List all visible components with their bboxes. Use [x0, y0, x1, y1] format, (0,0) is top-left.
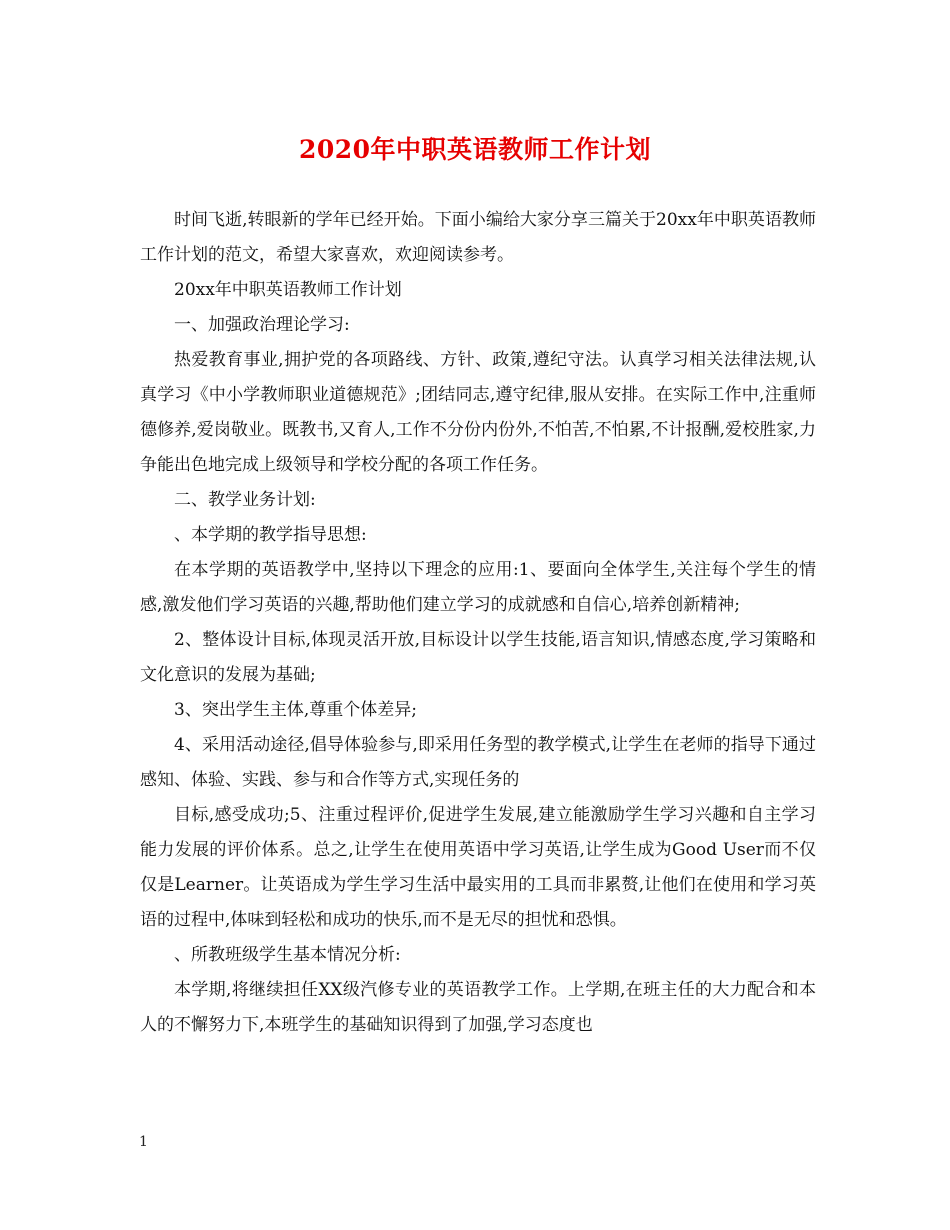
- paragraph-political-study: 热爱教育事业,拥护党的各项路线、方针、政策,遵纪守法。认真学习相关法律法规,认真学习《中小学教师职业道德规范》;团结同志,遵守纪律,服从安排。在实际工作中,注重师德修养,爱岗敬业。既教书,又育人,工作不分份内份外,不怕苦,不怕累,不计报酬,爱校胜家,力争能出色地完成上级领导和学校分配的各项工作任务。: [140, 350, 816, 475]
- heading-section-1: 一、加强政治理论学习:: [174, 315, 350, 335]
- paragraph-intro: 时间飞逝,转眼新的学年已经开始。下面小编给大家分享三篇关于20xx年中职英语教师工作计划的范文，希望大家喜欢，欢迎阅读参考。: [140, 210, 816, 265]
- paragraph-point-2: 2、整体设计目标,体现灵活开放,目标设计以学生技能,语言知识,情感态度,学习策略和文化意识的发展为基础;: [140, 630, 816, 685]
- page-number: 1: [139, 1134, 148, 1150]
- heading-class-analysis: 、所教班级学生基本情况分析:: [174, 945, 401, 965]
- paragraph-class-analysis: 本学期,将继续担任XX级汽修专业的英语教学工作。上学期,在班主任的大力配合和本人的不懈努力下,本班学生的基础知识得到了加强,学习态度也: [140, 980, 816, 1035]
- paragraph-point-5: 目标,感受成功;5、注重过程评价,促进学生发展,建立能激励学生学习兴趣和自主学习能力发展的评价体系。总之,让学生在使用英语中学习英语,让学生成为Good User而不仅仅是Learner。让英语成为学生学习生活中最实用的工具而非累赘,让他们在使用和学习英语的过程中,体味到轻松和成功的快乐,而不是无尽的担忧和恐惧。: [140, 805, 816, 930]
- heading-guiding-idea: 、本学期的教学指导思想:: [174, 525, 367, 545]
- heading-section-2: 二、教学业务计划:: [174, 490, 316, 510]
- paragraph-point-4: 4、采用活动途径,倡导体验参与,即采用任务型的教学模式,让学生在老师的指导下通过感知、体验、实践、参与和合作等方式,实现任务的: [140, 735, 816, 790]
- paragraph-point-3: 3、突出学生主体,尊重个体差异;: [174, 700, 417, 720]
- paragraph-subtitle: 20xx年中职英语教师工作计划: [174, 280, 402, 300]
- document-body: [140, 203, 816, 1043]
- paragraph-teaching-principles: 在本学期的英语教学中,坚持以下理念的应用:1、要面向全体学生,关注每个学生的情感,激发他们学习英语的兴趣,帮助他们建立学习的成就感和自信心,培养创新精神;: [140, 560, 816, 615]
- document-title: 2020年中职英语教师工作计划: [298, 135, 652, 164]
